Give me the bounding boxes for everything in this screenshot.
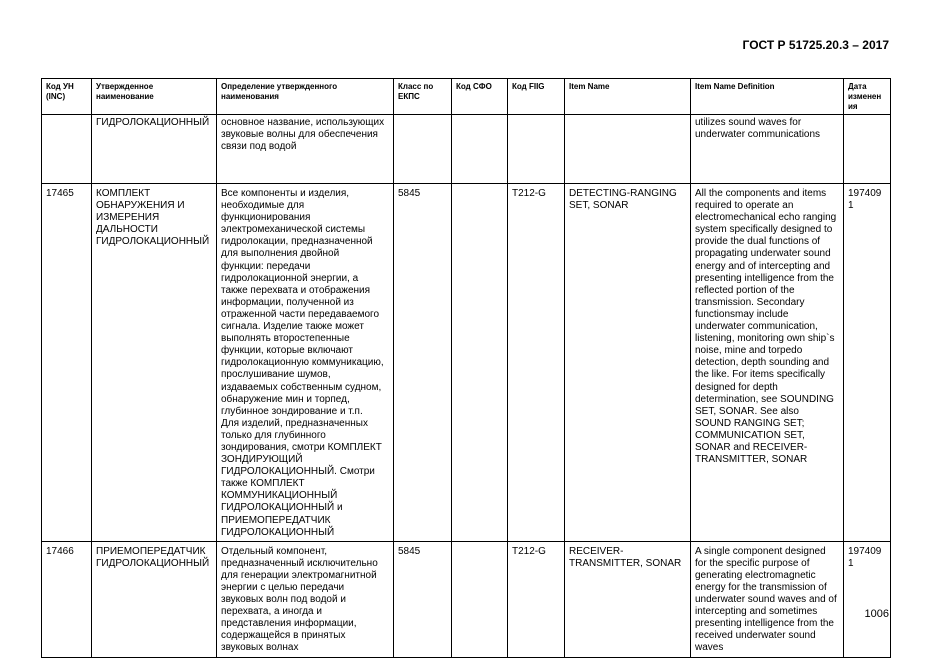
cell-change-date: 1974091 — [844, 184, 891, 542]
cell-fiig-code — [508, 115, 565, 184]
cell-sfo-code — [452, 184, 508, 542]
cell-item-name-definition: A single component designed for the specific purpose of generating electromagnetic energy for the transmission of underwater sound waves and of intercepting and sometimes presenting intelligence from the received underwater sound waves — [691, 541, 844, 657]
catalog-table — [41, 78, 891, 658]
cell-approved-definition: основное название, использующих звуковые волны для обеспечения связи под водой — [217, 115, 394, 184]
header-item-name-definition: Item Name Definition — [691, 79, 844, 115]
header-row — [42, 79, 891, 115]
header-ekps-class: Класс по ЕКПС — [394, 79, 452, 115]
header-fiig-code: Код FIIG — [508, 79, 565, 115]
header-inc: Код УН (INC) — [42, 79, 92, 115]
cell-change-date — [844, 115, 891, 184]
cell-fiig-code: T212-G — [508, 184, 565, 542]
header-sfo-code: Код СФО — [452, 79, 508, 115]
cell-approved-name: КОМПЛЕКТ ОБНАРУЖЕНИЯ И ИЗМЕРЕНИЯ ДАЛЬНОСТИ ГИДРОЛОКАЦИОННЫЙ — [92, 184, 217, 542]
cell-approved-definition: Все компоненты и изделия, необходимые для функционирования электромеханической системы гидролокации, предназначенной для выполнения двойной функции: передачи гидролокационной энергии, а также перехвата и отображения информации, полученной из отраженной части передаваемого сигнала. Изделие также может выполнять второстепенные функции, которые включают гидролокационную коммуникацию, прослушивание шумов, издаваемых собственным судном, обнаружение мин и торпед, глубинное зондирование и т.п. Для изделий, предназначенных только для глубинного зондирования, смотри КОМПЛЕКТ ЗОНДИРУЮЩИЙ ГИДРОЛОКАЦИОННЫЙ. Смотри также КОМПЛЕКТ КОММУНИКАЦИОННЫЙ ГИДРОЛОКАЦИОННЫЙ и ПРИЕМОПЕРЕДАТЧИК ГИДРОЛОКАЦИОННЫЙ — [217, 184, 394, 542]
table-row — [42, 541, 891, 657]
cell-item-name — [565, 115, 691, 184]
cell-approved-name: ПРИЕМОПЕРЕДАТЧИК ГИДРОЛОКАЦИОННЫЙ — [92, 541, 217, 657]
table-row — [42, 115, 891, 184]
cell-sfo-code — [452, 541, 508, 657]
header-approved-definition: Определение утвержденного наименования — [217, 79, 394, 115]
cell-approved-definition: Отдельный компонент, предназначенный исключительно для генерации электромагнитной энергии с целью передачи звуковых волн под водой и перехвата, а иногда и представления информации, содержащейся в принятых звуковых волнах — [217, 541, 394, 657]
cell-item-name: RECEIVER- TRANSMITTER, SONAR — [565, 541, 691, 657]
cell-inc: 17466 — [42, 541, 92, 657]
cell-item-name-definition: All the components and items required to operate an electromechanical echo ranging system specifically designed to provide the dual functions of propagating underwater sound energy and of intercepting and presenting intelligence from the reflected portion of the transmission. Secondary functionsmay include underwater communication, listening, monitoring own ship`s noise, mine and torpedo detection, depth sounding and the like. For items specifically designed for depth determination, see SOUNDING SET, SONAR. See also SOUND RANGING SET; COMMUNICATION SET, SONAR and RECEIVER- TRANSMITTER, SONAR — [691, 184, 844, 542]
header-change-date: Дата изменения — [844, 79, 891, 115]
cell-fiig-code: T212-G — [508, 541, 565, 657]
cell-ekps-class: 5845 — [394, 184, 452, 542]
cell-inc: 17465 — [42, 184, 92, 542]
cell-item-name: DETECTING-RANGING SET, SONAR — [565, 184, 691, 542]
cell-item-name-definition: utilizes sound waves for underwater communications — [691, 115, 844, 184]
document-title: ГОСТ Р 51725.20.3 – 2017 — [742, 38, 889, 52]
cell-inc — [42, 115, 92, 184]
cell-change-date: 1974091 — [844, 541, 891, 657]
cell-approved-name: ГИДРОЛОКАЦИОННЫЙ — [92, 115, 217, 184]
cell-sfo-code — [452, 115, 508, 184]
header-item-name: Item Name — [565, 79, 691, 115]
page-number: 1006 — [864, 608, 889, 620]
table-row — [42, 184, 891, 542]
cell-ekps-class — [394, 115, 452, 184]
cell-ekps-class: 5845 — [394, 541, 452, 657]
header-approved-name: Утвержденное наименование — [92, 79, 217, 115]
